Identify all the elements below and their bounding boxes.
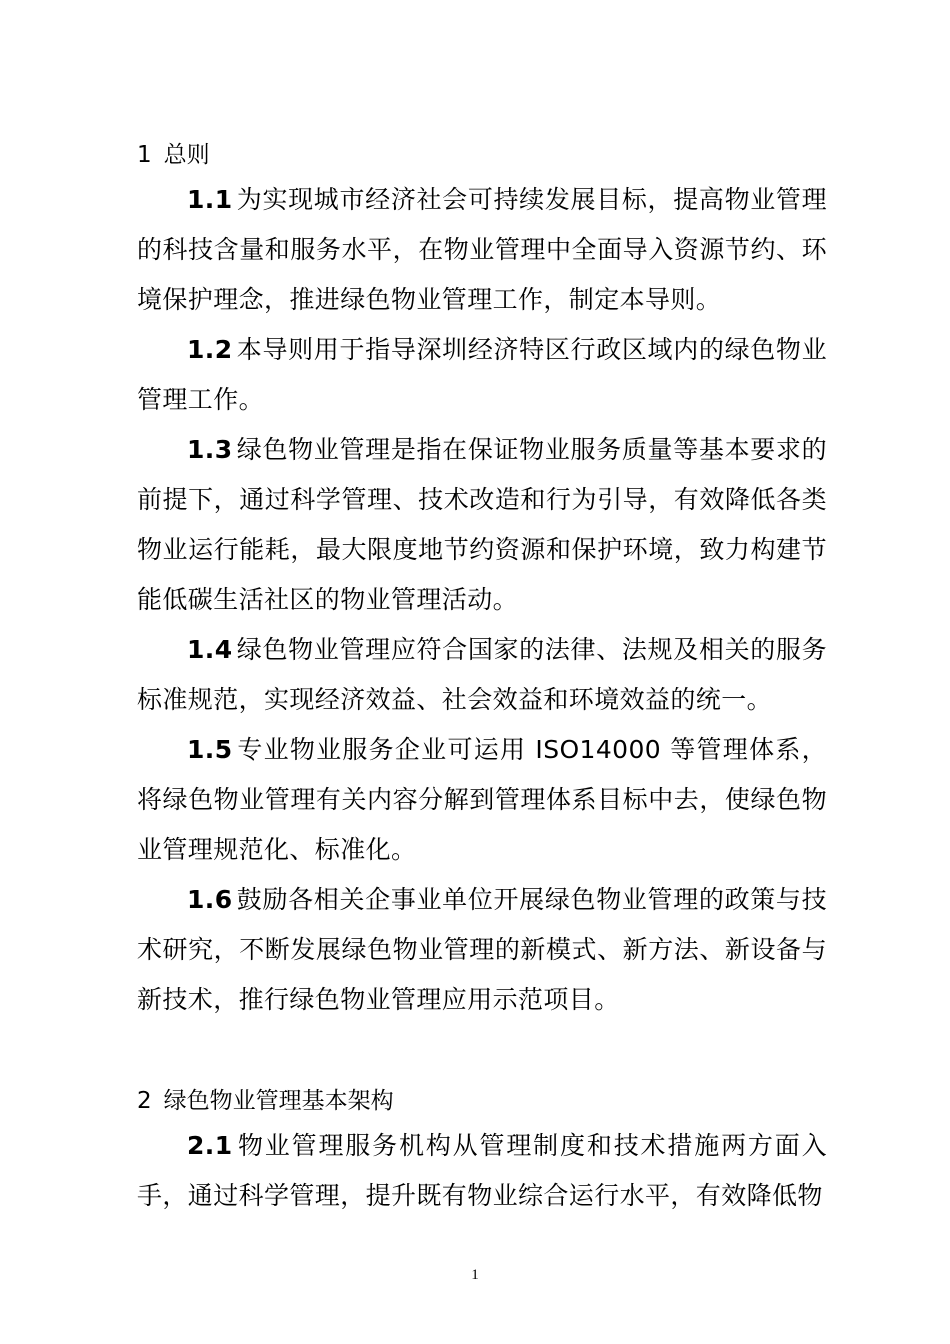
section-title: 总则 <box>163 142 210 168</box>
clause-number: 1.6 <box>187 885 233 914</box>
section-number: 2 <box>137 1088 152 1114</box>
paragraph-text: 为实现城市经济社会可持续发展目标，提高物业管理的科技含量和服务水平，在物业管理中全面导入资源节约、环境保护理念，推进绿色物业管理工作，制定本导则。 <box>137 185 827 314</box>
page-number: 1 <box>471 1267 479 1283</box>
paragraph-text: 物业管理服务机构从管理制度和技术措施两方面入手，通过科学管理，提升既有物业综合运行水平，有效降低物 <box>137 1131 827 1210</box>
paragraph-1-5 <box>137 725 827 875</box>
clause-number: 1.1 <box>187 185 233 214</box>
section-title: 绿色物业管理基本架构 <box>163 1088 394 1114</box>
paragraph-1-3 <box>137 425 827 625</box>
clause-number: 1.5 <box>187 735 233 764</box>
paragraph-text: 绿色物业管理是指在保证物业服务质量等基本要求的前提下，通过科学管理、技术改造和行为引导，有效降低各类物业运行能耗，最大限度地节约资源和保护环境，致力构建节能低碳生活社区的物业管理活动。 <box>137 435 827 614</box>
paragraph-text: 绿色物业管理应符合国家的法律、法规及相关的服务标准规范，实现经济效益、社会效益和环境效益的统一。 <box>137 635 827 714</box>
paragraph-text: 本导则用于指导深圳经济特区行政区域内的绿色物业管理工作。 <box>137 335 827 414</box>
clause-number: 2.1 <box>187 1131 233 1160</box>
paragraph-2-1 <box>137 1121 827 1221</box>
paragraph-text: 专业物业服务企业可运用 ISO14000 等管理体系，将绿色物业管理有关内容分解到管理体系目标中去，使绿色物业管理规范化、标准化。 <box>137 735 827 864</box>
clause-number: 1.2 <box>187 335 233 364</box>
paragraph-1-4 <box>137 625 827 725</box>
section-heading-2 <box>137 1086 394 1116</box>
section-number: 1 <box>137 142 152 168</box>
clause-number: 1.3 <box>187 435 233 464</box>
paragraph-1-2 <box>137 325 827 425</box>
paragraph-text: 鼓励各相关企事业单位开展绿色物业管理的政策与技术研究，不断发展绿色物业管理的新模式、新方法、新设备与新技术，推行绿色物业管理应用示范项目。 <box>137 885 827 1014</box>
paragraph-1-6 <box>137 875 827 1025</box>
paragraph-1-1 <box>137 175 827 325</box>
section-heading-1 <box>137 140 210 170</box>
clause-number: 1.4 <box>187 635 233 664</box>
